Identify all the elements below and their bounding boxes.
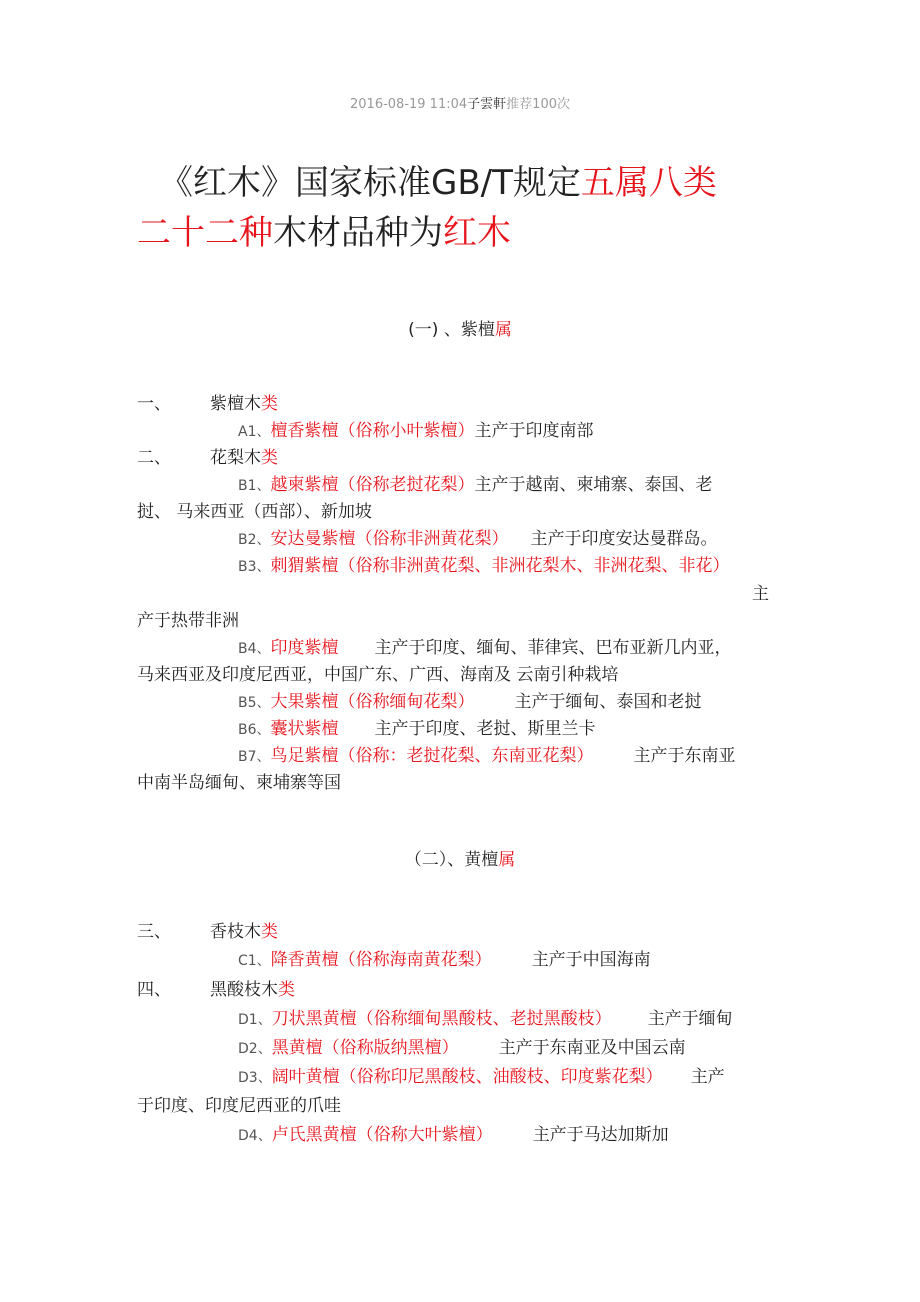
category-name xyxy=(210,978,295,1002)
item-origin: 主产于东南亚 xyxy=(633,746,736,766)
list-item-continuation: 马来西亚及印度尼西亚，中国广东、广西、海南及 云南引种栽培 xyxy=(137,665,619,685)
wood-name: 囊状紫檀 xyxy=(270,719,339,739)
item-origin: 主产于缅甸、泰国和老挝 xyxy=(514,692,702,712)
category-number: 三、 xyxy=(137,922,171,942)
category-name xyxy=(210,392,278,416)
section-heading-zitan xyxy=(0,318,920,342)
list-item xyxy=(238,473,713,498)
wood-name: 降香黄檀（俗称海南黄花梨） xyxy=(270,950,492,970)
wood-name: 卢氏黑黄檀（俗称大叶紫檀） xyxy=(271,1125,493,1145)
wood-name: 刺猬紫檀（俗称非洲黄花梨、非洲花梨木、非洲花梨、非花） xyxy=(270,556,730,576)
list-item xyxy=(238,1065,725,1090)
item-code: A1、 xyxy=(238,424,271,440)
category-number: 二、 xyxy=(137,448,171,468)
wood-name: 印度紫檀 xyxy=(270,638,339,658)
category-name xyxy=(210,446,278,470)
title-highlight: 二十二种 xyxy=(137,213,273,253)
list-item xyxy=(238,1123,669,1148)
page-title xyxy=(137,158,797,258)
wood-name: 安达曼紫檀（俗称非洲黄花梨） xyxy=(270,529,509,549)
list-item xyxy=(238,1036,686,1061)
category-suffix: 类 xyxy=(278,980,295,1000)
title-line-1 xyxy=(137,158,797,208)
category-name xyxy=(210,920,278,944)
wood-name: 檀香紫檀（俗称小叶紫檀） xyxy=(270,421,475,441)
list-item-continuation: 挝、 马来西亚（西部）、新加坡 xyxy=(137,502,372,522)
list-item xyxy=(238,527,718,552)
list-item-continuation: 中南半岛缅甸、柬埔寨等国 xyxy=(137,773,341,793)
item-origin: 主产于印度、老挝、斯里兰卡 xyxy=(374,719,596,739)
category-suffix: 类 xyxy=(261,922,278,942)
item-code: B2、 xyxy=(238,532,271,548)
category-number: 四、 xyxy=(137,980,171,1000)
item-code: B4、 xyxy=(238,641,271,657)
list-item xyxy=(238,1007,733,1032)
item-code: D2、 xyxy=(238,1041,272,1057)
item-origin: 主产 xyxy=(690,1067,725,1087)
category-label: 花梨木 xyxy=(210,448,261,468)
section-suffix: 属 xyxy=(498,850,516,870)
item-origin: 主产于越南、柬埔寨、泰国、老 xyxy=(474,475,713,495)
title-highlight: 红木 xyxy=(443,213,511,253)
section-heading-huangtan xyxy=(0,848,920,872)
item-origin: 主产于印度南部 xyxy=(474,421,594,441)
wood-name: 刀状黑黄檀（俗称缅甸黑酸枝、老挝黑酸枝） xyxy=(271,1009,612,1029)
list-item-origin: 主 xyxy=(752,584,769,604)
item-origin: 主产于印度、缅甸、菲律宾、巴布亚新几内亚， xyxy=(374,638,732,658)
category-number: 一、 xyxy=(137,394,171,414)
section-label: (一) 、紫檀 xyxy=(408,320,495,340)
wood-name: 大果紫檀（俗称缅甸花梨） xyxy=(270,692,475,712)
item-origin: 主产于印度安达曼群岛。 xyxy=(530,529,718,549)
item-origin: 主产于东南亚及中国云南 xyxy=(498,1038,686,1058)
list-item xyxy=(238,419,593,444)
item-code: B7、 xyxy=(238,749,271,765)
post-author[interactable]: 子雲軒 xyxy=(467,97,507,112)
list-item-continuation: 于印度、印度尼西亚的爪哇 xyxy=(137,1096,341,1116)
item-code: B6、 xyxy=(238,722,271,738)
category-label: 香枝木 xyxy=(210,922,261,942)
section-label: （二）、黄檀 xyxy=(404,850,499,870)
section-suffix: 属 xyxy=(494,320,512,340)
wood-name: 鸟足紫檀（俗称：老挝花梨、东南亚花梨） xyxy=(270,746,594,766)
item-code: B5、 xyxy=(238,695,271,711)
category-label: 黑酸枝木 xyxy=(210,980,278,1000)
title-line-2 xyxy=(137,208,797,258)
title-text: 木材品种为 xyxy=(273,213,443,253)
item-code: D3、 xyxy=(238,1070,272,1086)
item-origin: 主产于中国海南 xyxy=(531,950,651,970)
item-code: C1、 xyxy=(238,953,271,969)
item-origin: 主产于马达加斯加 xyxy=(532,1125,669,1145)
item-code: B1、 xyxy=(238,478,271,494)
list-item-continuation: 产于热带非洲 xyxy=(137,611,239,631)
post-meta xyxy=(0,96,920,114)
list-item xyxy=(238,636,732,661)
title-text: 《红木》国家标准GB/T规定 xyxy=(159,163,581,203)
category-suffix: 类 xyxy=(261,394,278,414)
item-origin: 主产于缅甸 xyxy=(647,1009,733,1029)
category-label: 紫檀木 xyxy=(210,394,261,414)
item-code: D4、 xyxy=(238,1128,272,1144)
list-item xyxy=(238,744,736,769)
category-suffix: 类 xyxy=(261,448,278,468)
wood-name: 越柬紫檀（俗称老挝花梨） xyxy=(270,475,475,495)
list-item xyxy=(238,554,730,579)
recommend-count: 推荐100次 xyxy=(506,97,570,112)
wood-name: 黑黄檀（俗称版纳黑檀） xyxy=(271,1038,459,1058)
list-item xyxy=(238,948,651,973)
post-date: 2016-08-19 11:04 xyxy=(350,97,468,112)
list-item xyxy=(238,690,702,715)
item-code: D1、 xyxy=(238,1012,272,1028)
title-highlight: 五属八类 xyxy=(580,163,717,203)
list-item xyxy=(238,717,596,742)
item-code: B3、 xyxy=(238,559,271,575)
wood-name: 阔叶黄檀（俗称印尼黑酸枝、油酸枝、印度紫花梨） xyxy=(271,1067,663,1087)
